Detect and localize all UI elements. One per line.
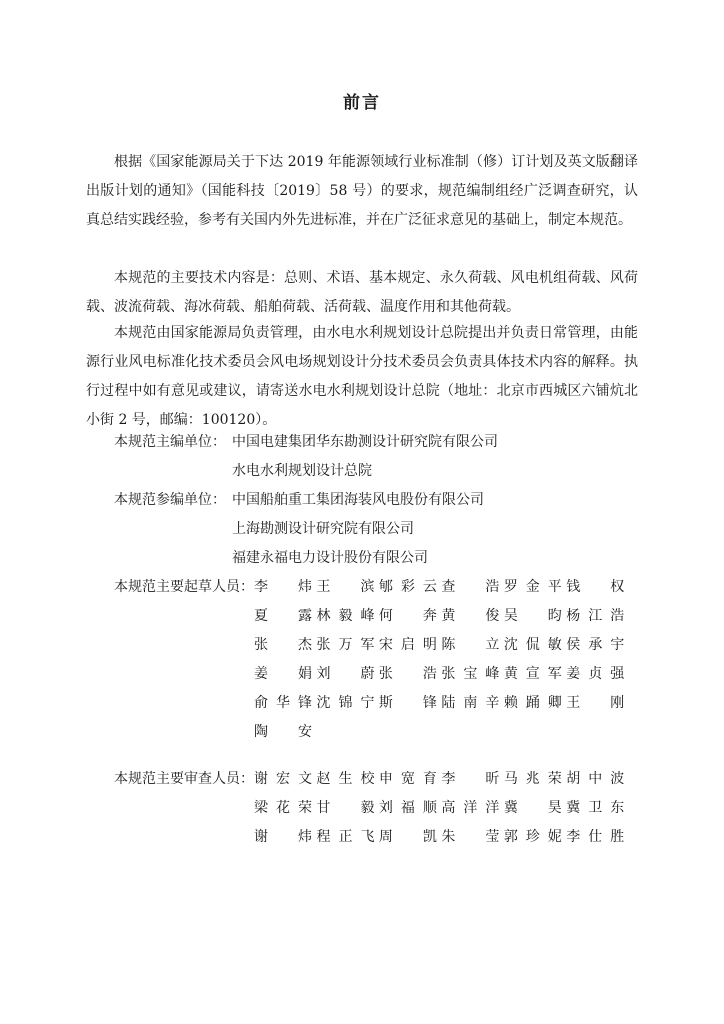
reviewer-name: 李仕胜 (566, 829, 625, 845)
reviewers-grid (254, 765, 624, 852)
drafter-name: 赖踊卿 (503, 695, 562, 711)
drafter-name: 郇彩云 (378, 579, 437, 595)
reviewer-name: 李 昕 (441, 771, 500, 787)
reviewers-label: 本规范主要审查人员： (114, 771, 254, 787)
people-row (254, 794, 624, 823)
chief-units-label: 本规范主编单位： (114, 434, 226, 450)
people-row (254, 689, 624, 718)
chief-unit: 中国电建集团华东勘测设计研究院有限公司 (232, 434, 498, 450)
drafter-name: 陶 安 (254, 724, 312, 740)
reviewer-name: 刘福顺 (378, 800, 437, 816)
reviewer-name: 梁花荣 (254, 800, 312, 816)
people-row (254, 602, 624, 631)
reviewer-name: 马兆荣 (503, 771, 562, 787)
reviewer-name: 周 凯 (378, 829, 437, 845)
participating-unit: 福建永福电力设计股份有限公司 (232, 550, 428, 566)
people-row (254, 718, 624, 747)
drafter-name: 斯 锋 (378, 695, 437, 711)
people-row (254, 631, 624, 660)
drafter-name: 张 浩 (378, 666, 437, 682)
participating-unit: 中国船舶重工集团海装风电股份有限公司 (232, 492, 484, 508)
reviewer-name: 冀卫东 (566, 800, 625, 816)
reviewer-name: 郭珍妮 (503, 829, 562, 845)
drafter-name: 夏 露 (254, 608, 312, 624)
drafter-name: 俞华锋 (254, 695, 312, 711)
drafter-name: 查 浩 (441, 579, 500, 595)
drafter-name: 沈锦宁 (316, 695, 375, 711)
drafters-grid (254, 573, 624, 747)
drafter-name: 李 炜 (254, 579, 312, 595)
drafter-name: 沈侃敏 (503, 637, 562, 653)
drafters-label: 本规范主要起草人员： (114, 579, 254, 595)
chief-editor-units (114, 428, 498, 486)
reviewer-name: 赵生校 (316, 771, 375, 787)
reviewer-name: 程正飞 (316, 829, 375, 845)
drafter-name: 张万军 (316, 637, 375, 653)
reviewer-name: 甘 毅 (316, 800, 375, 816)
drafter-name: 宋启明 (378, 637, 437, 653)
participating-units-label: 本规范参编单位： (114, 492, 226, 508)
participating-units (114, 486, 484, 573)
drafter-name: 黄 俊 (441, 608, 500, 624)
people-row (254, 660, 624, 689)
drafter-name: 陈 立 (441, 637, 500, 653)
drafter-name: 姜 娟 (254, 666, 312, 682)
drafter-name: 刘 蔚 (316, 666, 375, 682)
drafter-name: 何 奔 (378, 608, 437, 624)
drafter-name: 王 刚 (566, 695, 625, 711)
people-row (254, 823, 624, 852)
reviewer-name: 胡中波 (566, 771, 625, 787)
people-row (254, 765, 624, 794)
reviewer-name: 谢宏文 (254, 771, 312, 787)
preface-paragraph-3: 本规范由国家能源局负责管理，由水电水利规划设计总院提出并负责日常管理，由能源行业风电标准化技术委员会风电场规划设计分技术委员会负责具体技术内容的解释。执行过程中如有意见或建议，请寄送水电水利规划设计总院（地址：北京市西城区六铺炕北小街 2 号，邮编：100120）。 (86, 325, 638, 428)
chief-unit: 水电水利规划设计总院 (232, 463, 372, 479)
drafter-name: 林毅峰 (316, 608, 375, 624)
people-row (254, 573, 624, 602)
drafter-name: 杨江浩 (566, 608, 625, 624)
reviewer-name: 朱 莹 (441, 829, 500, 845)
preface-paragraph-1: 根据《国家能源局关于下达 2019 年能源领域行业标准制（修）订计划及英文版翻译出版计划的通知》（国能科技〔2019〕58 号）的要求，规范编制组经广泛调查研究，认真总结实践经验，参考有关国内外先进标准，并在广泛征求意见的基础上，制定本规范。 (86, 154, 638, 228)
reviewer-name: 谢 炜 (254, 829, 312, 845)
reviewer-name: 申宽育 (378, 771, 437, 787)
drafter-name: 王 滨 (316, 579, 375, 595)
reviewer-name: 冀 昊 (503, 800, 562, 816)
drafter-name: 张宝峰 (441, 666, 500, 682)
drafter-name: 陆南辛 (441, 695, 500, 711)
drafter-name: 姜贞强 (566, 666, 625, 682)
drafter-name: 张 杰 (254, 637, 312, 653)
drafter-name: 吴 昀 (503, 608, 562, 624)
participating-unit: 上海勘测设计研究院有限公司 (232, 521, 414, 537)
drafter-name: 钱 权 (566, 579, 625, 595)
drafter-name: 侯承宇 (566, 637, 625, 653)
page-title: 前言 (343, 93, 381, 113)
drafter-name: 罗金平 (503, 579, 562, 595)
preface-paragraph-2: 本规范的主要技术内容是：总则、术语、基本规定、永久荷载、风电机组荷载、风荷载、波流荷载、海冰荷载、船舶荷载、活荷载、温度作用和其他荷载。 (86, 270, 638, 315)
drafter-name: 黄宣军 (503, 666, 562, 682)
reviewer-name: 高洋洋 (441, 800, 500, 816)
